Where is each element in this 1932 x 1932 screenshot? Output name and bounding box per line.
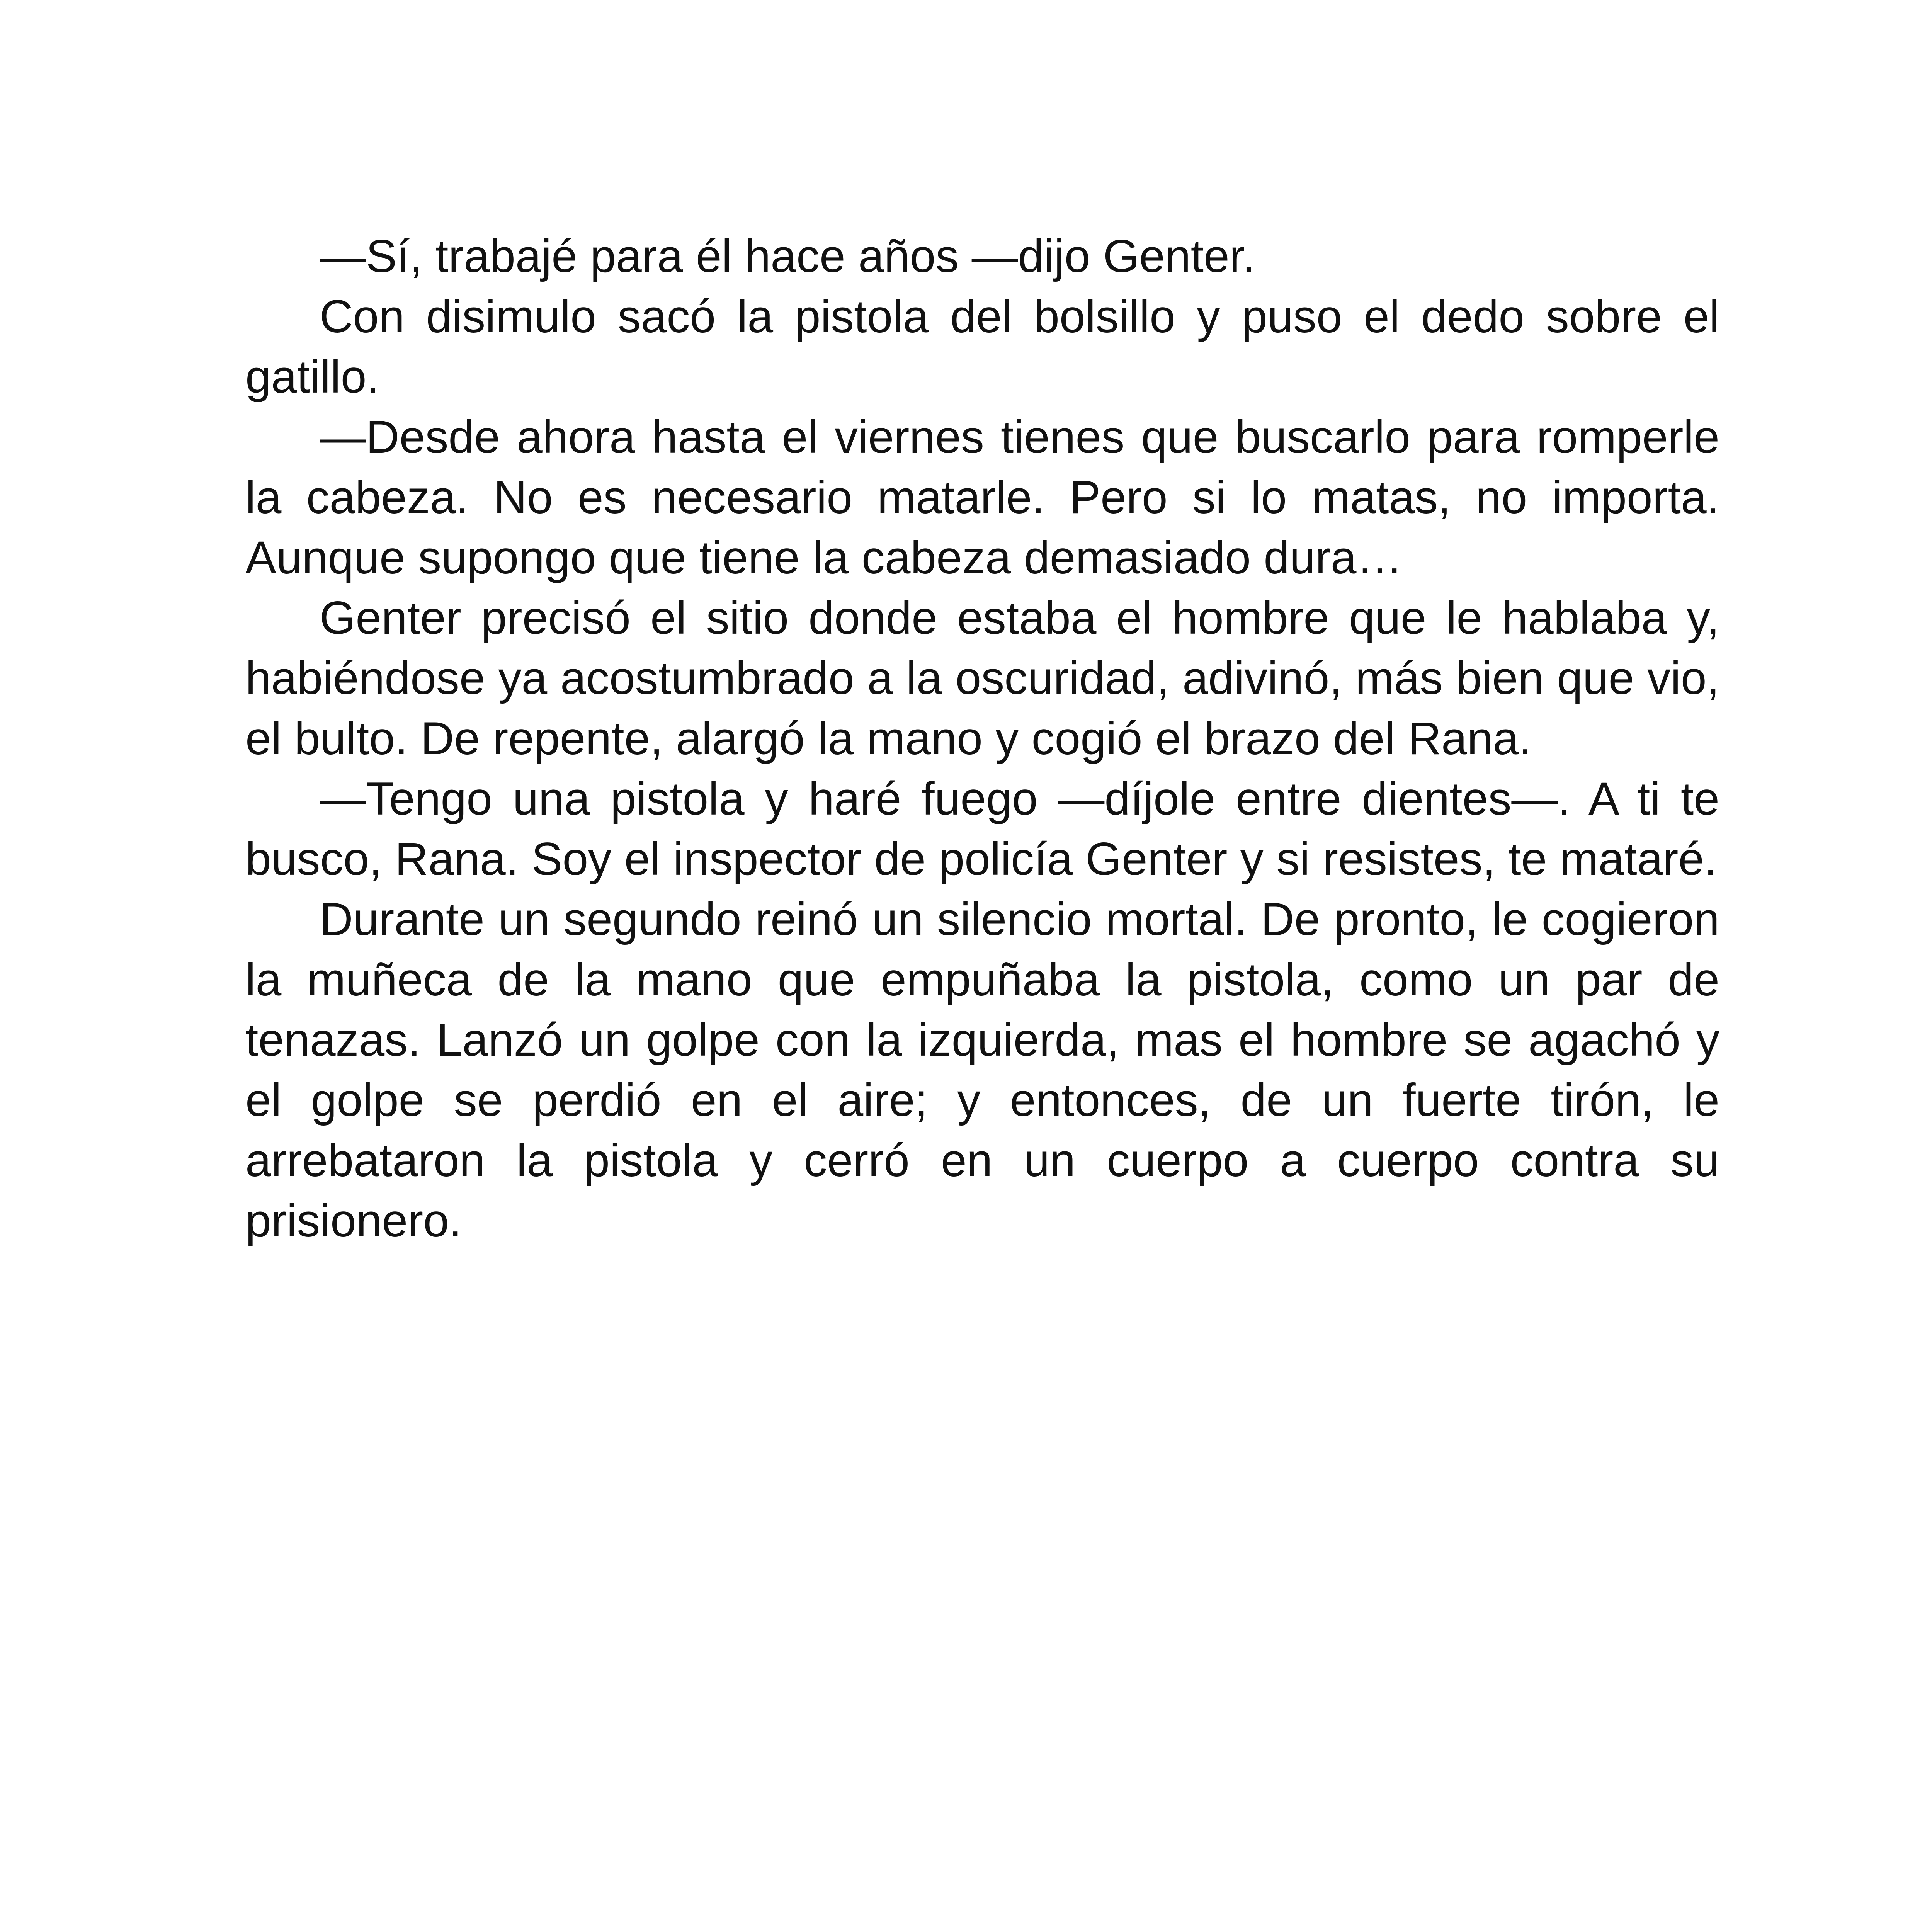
paragraph: —Tengo una pistola y haré fuego —díjole entre dientes—. A ti te busco, Rana. Soy el inspector de policía Genter y si resistes, te mataré.	[245, 773, 1719, 885]
paragraph: Con disimulo sacó la pistola del bolsillo y puso el dedo sobre el gatillo.	[245, 291, 1719, 403]
paragraph: Genter precisó el sitio donde estaba el hombre que le hablaba y, habiéndose ya acostumbrado a la oscuridad, adivinó, más bien que vio, el bulto. De repente, alargó la mano y cogió el brazo del Rana.	[245, 592, 1719, 764]
paragraph: —Desde ahora hasta el viernes tienes que buscarlo para romperle la cabeza. No es necesario matarle. Pero si lo matas, no importa. Aunque supongo que tiene la cabeza demasiado dura…	[245, 411, 1719, 583]
page-body-text	[245, 226, 1719, 1251]
paragraph: Durante un segundo reinó un silencio mortal. De pronto, le cogieron la muñeca de la mano que empuñaba la pistola, como un par de tenazas. Lanzó un golpe con la izquierda, mas el hombre se agachó y el golpe se perdió en el aire; y entonces, de un fuerte tirón, le arrebataron la pistola y cerró en un cuerpo a cuerpo contra su prisionero.	[245, 893, 1719, 1247]
paragraph: —Sí, trabajé para él hace años —dijo Genter.	[320, 230, 1255, 282]
